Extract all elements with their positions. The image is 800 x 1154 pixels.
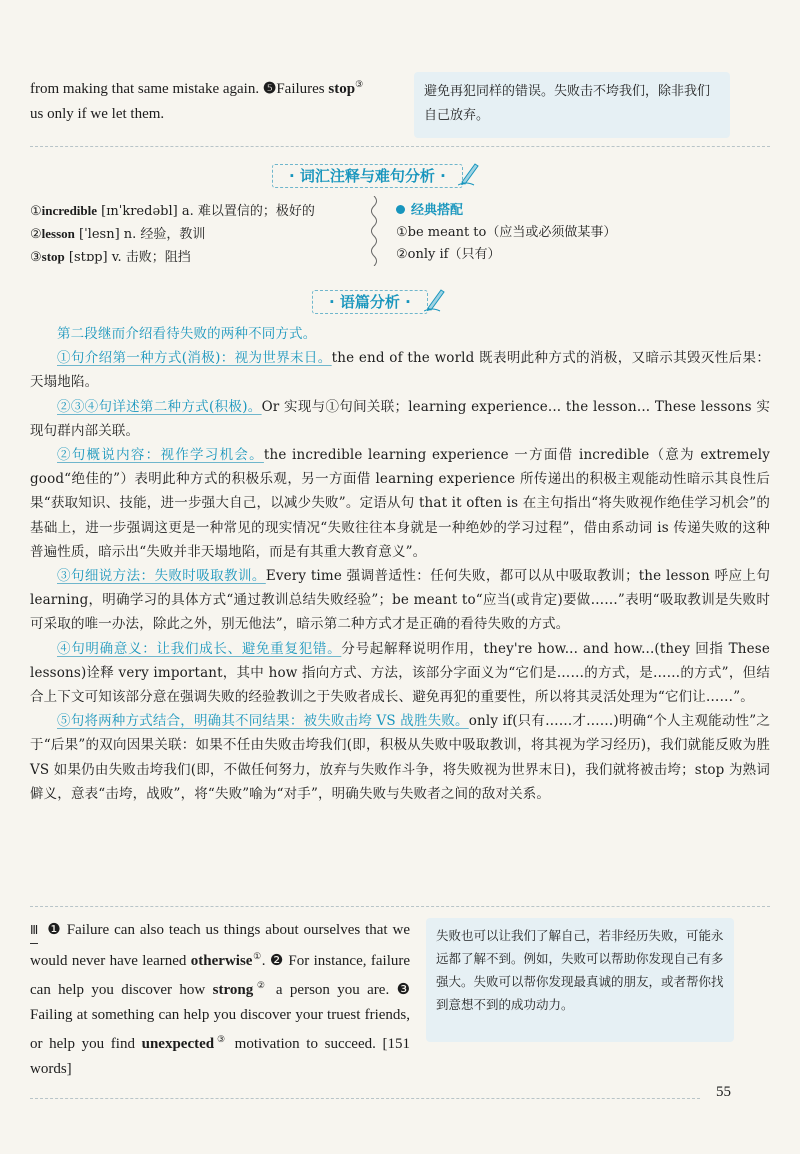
vocab-word: strong — [212, 982, 254, 998]
page-number: 55 — [716, 1084, 731, 1100]
analysis-paragraph: ⑤句将两种方式结合，明确其不同结果：被失败击垮 VS 战胜失败。only if(只有……才……)明确“个人主观能动性”之于“后果”的双向因果关联：如果不任由失败击垮我们(即，积极从失败中吸取教训，将其视为学习经历)，我们就能反败为胜 VS 如果仍由失败击垮我们(即，不做任何努力，放弃与失败作斗争，将失败视为世界末日)，我们就将被击垮；stop 为熟词僻义，意表“击垮，战败”，将“失败”喻为“对手”，明确失败与失败者之间的敌对关系。 — [30, 713, 770, 802]
bullet-icon — [396, 205, 405, 214]
translation-box: 失败也可以让我们了解自己，若非经历失败，可能永远都了解不到。例如，失败可以帮助你发现自己有多强大。失败可以帮你发现最真诚的朋友，或者帮你找到意想不到的成功动力。 — [426, 918, 734, 1042]
vocab-word: otherwise — [190, 952, 253, 969]
paragraph-label: Ⅲ — [30, 918, 38, 944]
top-passage — [30, 72, 400, 127]
analysis-paragraph: ③句细说方法：失败时吸取教训。Every time 强调普适性：任何失败，都可以从中吸取教训；the lesson 呼应上句 learning，明确学习的具体方式“通过教训总结失败经验”；be meant to“应当(或肯定)要做……”表明“吸取教训是失败时可采取的唯一办法，除此之外，别无他法”，暗示第二种方式才是正确的看待失败的方式。 — [30, 568, 770, 633]
divider — [30, 906, 770, 907]
passage-text: from making that same mistake again. — [30, 81, 260, 97]
analysis-paragraph: ①句介绍第一种方式(消极)：视为世界末日。the end of the world 既表明此种方式的消极，又暗示其毁灭性后果：天塌地陷。 — [30, 350, 770, 391]
pen-icon — [424, 286, 446, 312]
vocab-list — [30, 200, 360, 269]
collocation-item: ①be meant to（应当或必须做某事） — [396, 225, 617, 240]
analysis-intro: 第二段继而介绍看待失败的两种不同方式。 — [57, 326, 317, 342]
vocab-item: ②lesson [ˈlesn] n. 经验，教训 — [30, 226, 206, 242]
collocations — [396, 200, 726, 266]
collocation-item: ②only if（只有） — [396, 247, 501, 262]
collocation-heading: 经典搭配 — [411, 203, 464, 218]
analysis-paragraph: ②句概说内容：视作学习机会。the incredible learning experience 一方面借 incredible（意为 extremely good“绝佳的”）表明此种方式的积极乐观，另一方面借 learning experience 所传递出的积极主观能动性暗示其良性后果“获取知识、技能，进一步强大自己，以减少失败”。定语从句 that it often is 在主句指出“将失败视作绝佳学习机会”的基础上，进一步强调这更是一种常见的现实情况“失败往往本身就是一种绝妙的学习过程”，借由系动词 is 传递失败的这种普遍性质，暗示出“失败并非天塌地陷，而是有其重大教育意义”。 — [30, 447, 770, 560]
section-title-analysis: · 语篇分析 · — [312, 290, 428, 314]
vocab-item: ③stop [stɒp] v. 击败；阻挡 — [30, 249, 191, 265]
discourse-analysis — [30, 322, 770, 806]
passage-text: us only if we let them. — [30, 106, 165, 122]
wavy-divider — [368, 196, 380, 266]
translation-box: 避免再犯同样的错误。失败击不垮我们，除非我们自己放弃。 — [414, 72, 730, 138]
sentence-number: ❺ — [262, 81, 277, 97]
bottom-passage: Ⅲ ❶ Failure can also teach us things about ourselves that we would never have learned otherwise①. ❷ For instance, failure can help you discover how strong② a person you are. ❸ Failing at something can help you discover your truest friends, or help you find unexpected③ motivation to succeed. [151 words] — [30, 918, 410, 1081]
vocab-word: unexpected — [141, 1036, 215, 1052]
passage-text: Failures — [276, 81, 325, 97]
pen-icon — [458, 160, 480, 186]
vocab-ref: ③ — [355, 79, 364, 89]
divider — [30, 1098, 700, 1099]
divider — [30, 146, 770, 147]
vocab-word: stop — [328, 81, 356, 97]
analysis-paragraph: ②③④句详述第二种方式(积极)。Or 实现与①句间关联；learning experience... the lesson... These lessons 实现句群内部关联。 — [30, 398, 770, 439]
section-title-vocab: · 词汇注释与难句分析 · — [272, 164, 463, 188]
analysis-paragraph: ④句明确意义：让我们成长、避免重复犯错。分号起解释说明作用，they're how... and how...(they 回指 These lessons)诠释 very important，其中 how 指向方式、方法，该部分字面义为“它们是……的方式，是……的方式”，但结合上下文可知该部分意在强调失败的经验教训之于失败者成长、避免再犯的重要性，所以将其灵活处理为“它们让……”。 — [30, 640, 770, 706]
vocab-item: ①incredible [ɪnˈkredəbl] a. 难以置信的；极好的 — [30, 203, 315, 219]
